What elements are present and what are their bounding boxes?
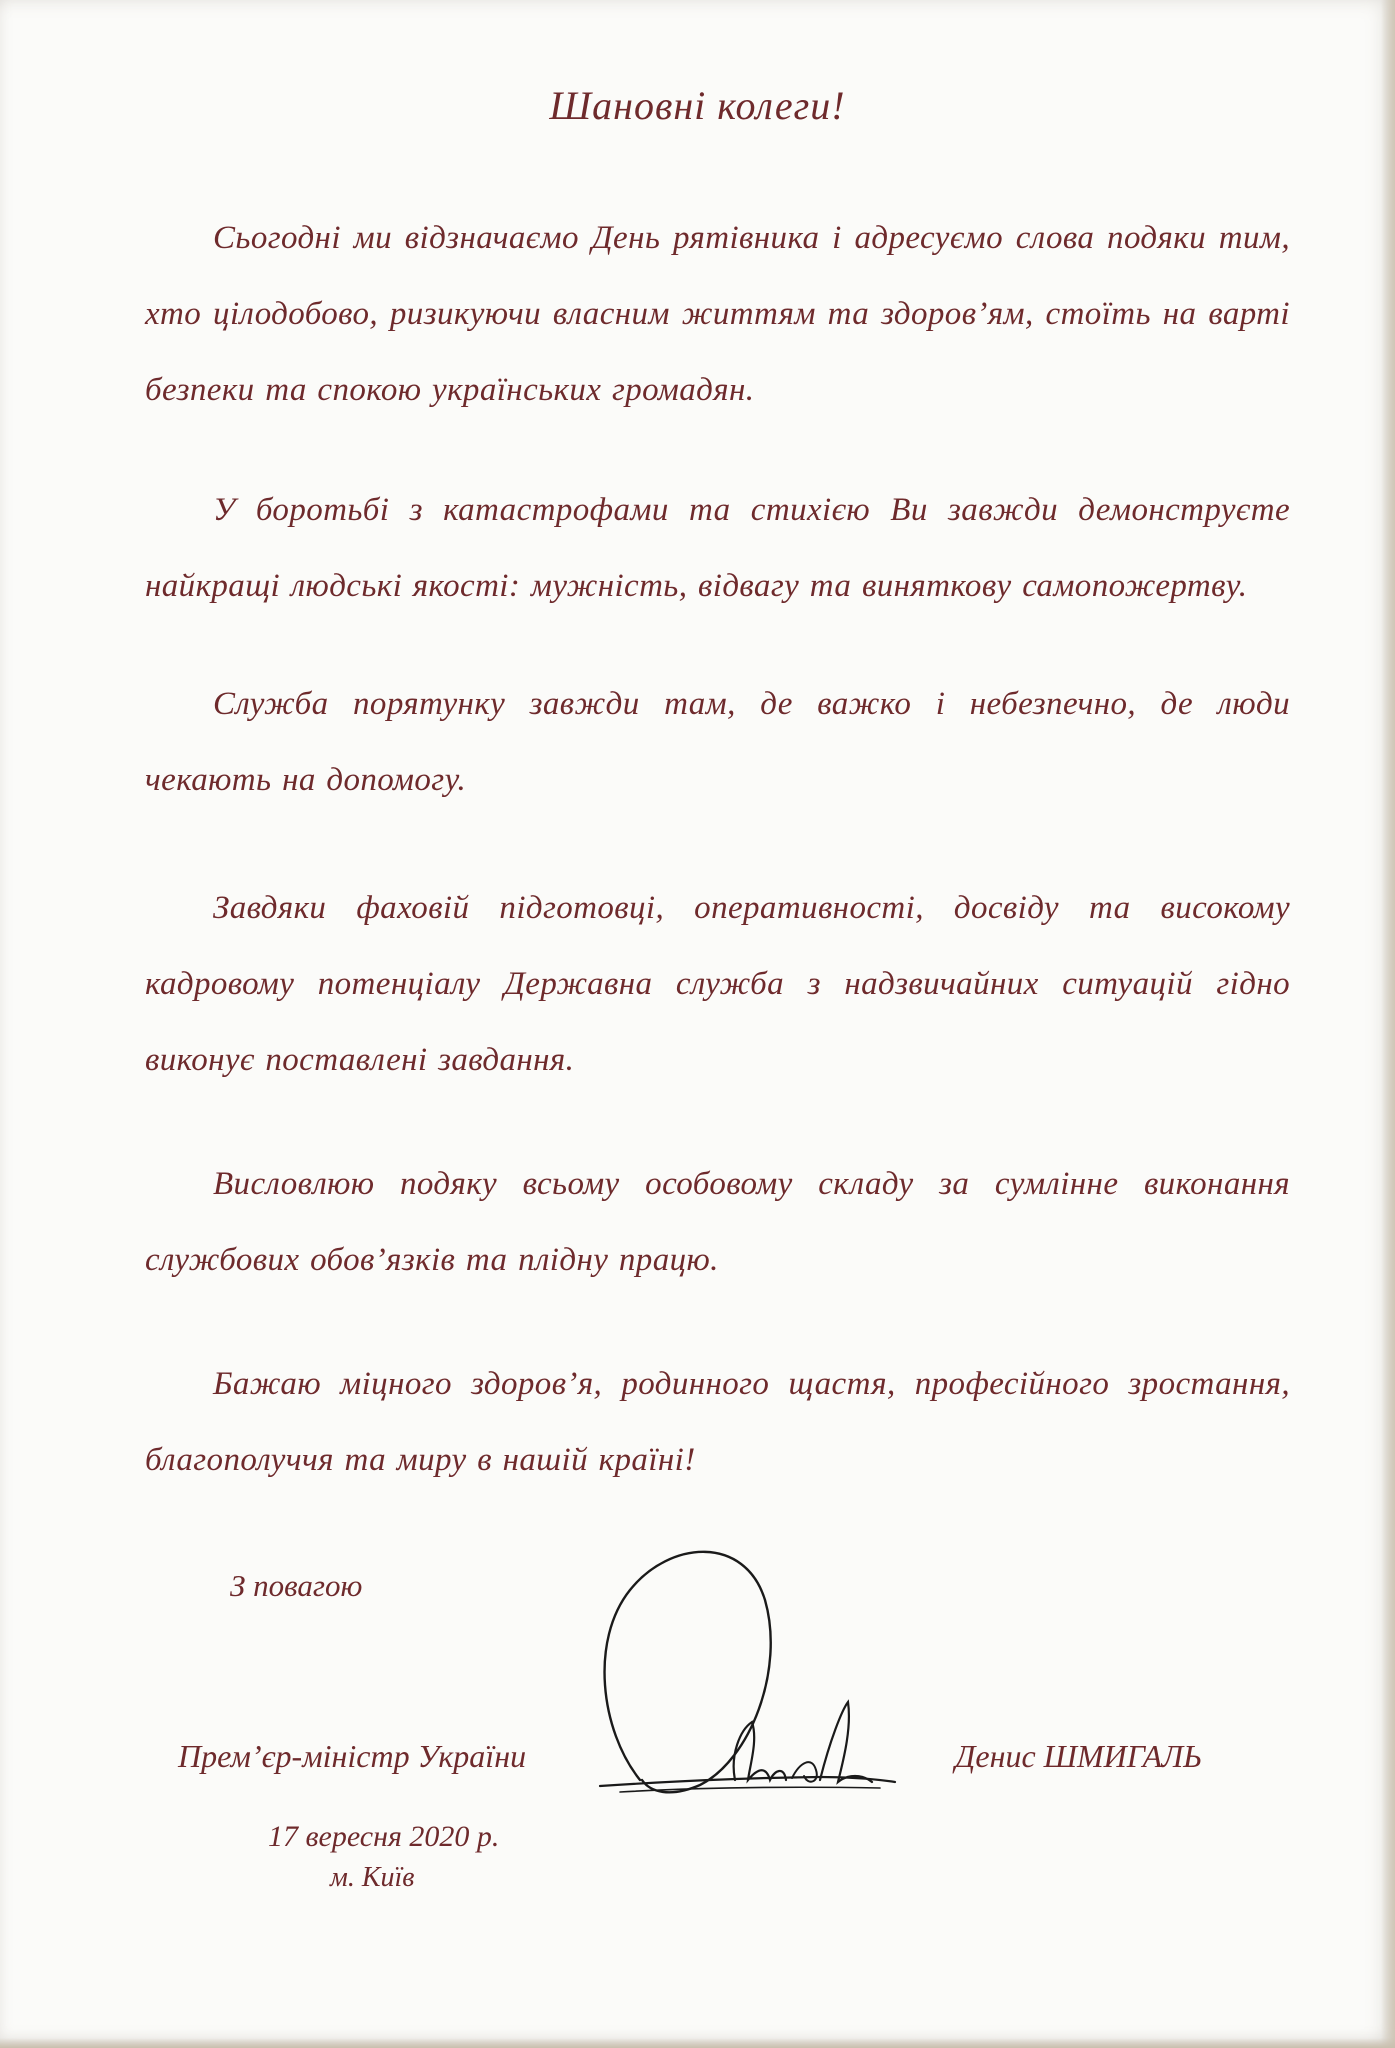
letter-paragraph: Завдяки фаховій підготовці, оперативності, досвіду та високому кадровому потенціалу Державна служба з надзвичайних ситуацій гідно виконує поставлені завдання. [145,890,1290,1078]
letter-paragraph: У боротьбі з катастрофами та стихією Ви завжди демонструєте найкращі людські якості: мужність, відвагу та виняткову самопожертву. [145,492,1290,604]
letter-salutation: Шановні колеги! [549,83,846,128]
letter-closing: З повагою [230,1568,363,1603]
letter-paragraph: Сьогодні ми відзначаємо День рятівника і адресуємо слова подяки тим, хто цілодобово, ризикуючи власним життям та здоров’ям, стоїть на варті безпеки та спокою українських громадян. [145,220,1290,408]
paper-edge-bottom [0,2038,1395,2048]
signer-name: Денис ШМИГАЛЬ [955,1738,1203,1774]
paper-edge-right [1381,0,1395,2048]
letter-paragraph: Бажаю міцного здоров’я, родинного щастя, професійного зростання, благополуччя та миру в нашій країні! [145,1366,1290,1478]
letter-paragraph: Служба порятунку завжди там, де важко і небезпечно, де люди чекають на допомогу. [145,686,1290,798]
letter-date: 17 вересня 2020 р. [268,1820,500,1853]
handwritten-signature [580,1530,910,1810]
letter-paragraph: Висловлюю подяку всьому особовому складу за сумлінне виконання службових обов’язків та плідну працю. [145,1166,1290,1278]
letter-city: м. Київ [330,1862,415,1893]
signer-position: Прем’єр-міністр України [178,1738,527,1774]
letter-body [145,200,1290,1560]
